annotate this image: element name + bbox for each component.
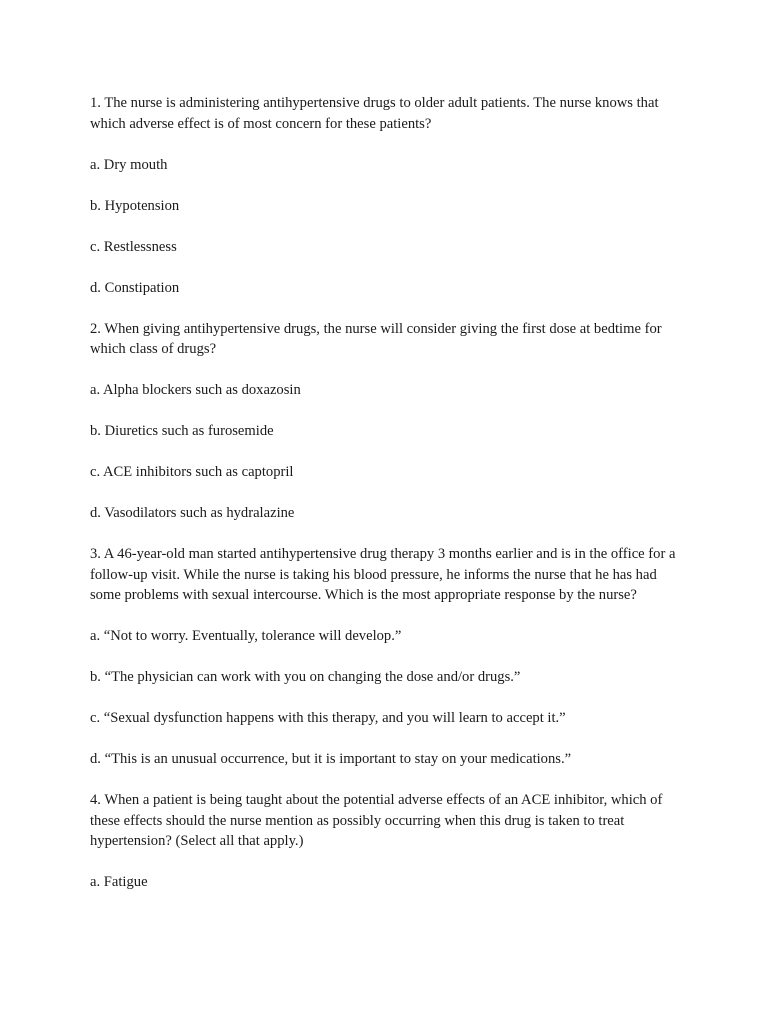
- answer-option: c. “Sexual dysfunction happens with this therapy, and you will learn to accept it.”: [90, 710, 566, 726]
- answer-option: a. “Not to worry. Eventually, tolerance will develop.”: [90, 628, 402, 644]
- answer-option: d. “This is an unusual occurrence, but it is important to stay on your medications.”: [90, 751, 572, 767]
- question-stem: 4. When a patient is being taught about the potential adverse effects of an ACE inhibitor, which of these effects should the nurse mention as possibly occurring when this drug is taken to treat hypertension? (Select all that apply.): [90, 792, 663, 849]
- question-stem: 3. A 46-year-old man started antihypertensive drug therapy 3 months earlier and is in the office for a follow-up visit. While the nurse is taking his blood pressure, he informs the nurse that he has had some problems with sexual intercourse. Which is the most appropriate response by the nurse?: [90, 546, 676, 603]
- document-body: [90, 93, 690, 913]
- answer-option: b. “The physician can work with you on changing the dose and/or drugs.”: [90, 669, 521, 685]
- answer-option: d. Vasodilators such as hydralazine: [90, 505, 295, 521]
- answer-option: d. Constipation: [90, 279, 180, 296]
- answer-option: c. Restlessness: [90, 238, 177, 255]
- answer-option: b. Hypotension: [90, 197, 180, 214]
- answer-option: a. Dry mouth: [90, 156, 168, 173]
- answer-option: c. ACE inhibitors such as captopril: [90, 464, 294, 480]
- answer-option: a. Alpha blockers such as doxazosin: [90, 382, 301, 398]
- answer-option: a. Fatigue: [90, 874, 148, 890]
- question-stem: 2. When giving antihypertensive drugs, the nurse will consider giving the first dose at bedtime for which class of drugs?: [90, 320, 662, 357]
- answer-option: b. Diuretics such as furosemide: [90, 423, 274, 439]
- question-stem: 1. The nurse is administering antihypertensive drugs to older adult patients. The nurse knows that which adverse effect is of most concern for these patients?: [90, 95, 659, 132]
